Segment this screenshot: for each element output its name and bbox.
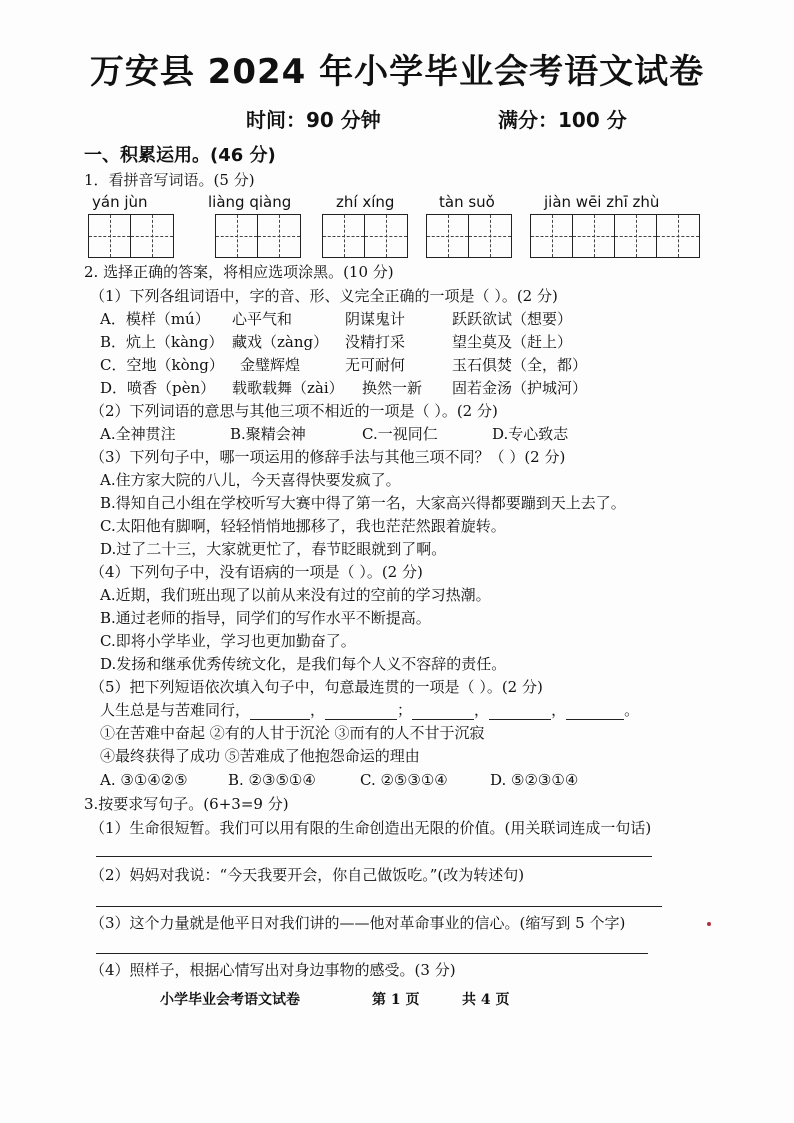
answer-blank[interactable] [325, 703, 397, 720]
q2-5-option-d: D. ⑤②③①④ [490, 771, 579, 789]
q3-3-stem: （3）这个力量就是他平日对我们讲的——他对革命事业的信心。(缩写到 5 个字) [90, 914, 626, 932]
q3-stem: 3.按要求写句子。(6+3=9 分) [84, 795, 289, 813]
q3-2-answer-line[interactable] [96, 906, 662, 907]
q2-3-option-b: B.得知自己小组在学校听写大赛中得了第一名，大家高兴得都要蹦到天上去了。 [100, 494, 626, 512]
tianzige-cell[interactable] [531, 215, 573, 257]
q2-5-sentence: 人生总是与苦难同行， ， ； ， ， 。 [100, 701, 640, 719]
q2-3-stem: （3）下列句子中，哪一项运用的修辞手法与其他三项不同？（ ）(2 分) [90, 448, 566, 466]
q1-stem: 1．看拼音写词语。(5 分) [84, 171, 255, 189]
q1-pinyin-3: zhí xíng [336, 193, 395, 211]
footer-page-number: 第 1 页 [372, 992, 420, 1008]
q2-2-option-a: A.全神贯注 [100, 425, 176, 443]
q2-3-option-a: A.住方家大院的八儿，今天喜得快要发疯了。 [100, 471, 401, 489]
q2-5-stem: （5）把下列短语依次填入句子中，句意最连贯的一项是（ ）。(2 分) [90, 678, 543, 696]
answer-blank[interactable] [489, 703, 551, 720]
q2-1-option-b-word2: 藏戏（zàng） [232, 333, 329, 351]
footer-exam-name: 小学毕业会考语文试卷 [160, 992, 300, 1008]
q2-1-option-c-word3: 无可耐何 [345, 356, 406, 374]
q1-writing-grid-4[interactable] [426, 214, 512, 258]
tianzige-cell[interactable] [427, 215, 469, 257]
tianzige-cell[interactable] [365, 215, 407, 257]
q3-2-stem: （2）妈妈对我说：“今天我要开会，你自己做饭吃。”(改为转述句) [90, 866, 525, 884]
q2-3-option-d: D.过了二十三，大家就更忙了，春节眨眼就到了啊。 [100, 540, 447, 558]
q1-pinyin-1: yán jùn [92, 193, 148, 211]
q3-3-answer-line[interactable] [96, 953, 648, 954]
q2-5-option-a: A. ③①④②⑤ [100, 771, 188, 789]
q2-1-option-a-word1: A．模样（mú） [100, 310, 210, 328]
answer-blank[interactable] [250, 703, 310, 720]
tianzige-cell[interactable] [469, 215, 511, 257]
footer-total-pages: 共 4 页 [462, 992, 510, 1008]
q2-2-option-c: C.一视同仁 [362, 425, 438, 443]
q2-1-option-d-word1: D．喷香（pèn） [100, 379, 216, 397]
q1-writing-grid-1[interactable] [88, 214, 174, 258]
q2-4-option-b: B.通过老师的指导，同学们的写作水平不断提高。 [100, 609, 431, 627]
q2-1-option-c-word2: 金璧辉煌 [240, 356, 301, 374]
q2-1-option-a-word2: 心平气和 [232, 310, 293, 328]
q2-4-option-d: D.发扬和继承优秀传统文化，是我们每个人义不容辞的责任。 [100, 655, 507, 673]
q2-1-option-a-word3: 阴谋鬼计 [345, 310, 406, 328]
q2-5-phrases-row2: ④最终获得了成功 ⑤苦难成了他抱怨命运的理由 [100, 747, 420, 765]
tianzige-cell[interactable] [216, 215, 258, 257]
section-1-heading: 一、积累运用。(46 分) [84, 145, 276, 166]
ink-speck [707, 922, 711, 926]
q1-pinyin-4: tàn suǒ [439, 193, 495, 211]
q2-1-option-c-word1: C．空地（kòng） [100, 356, 224, 374]
q2-3-option-c: C.太阳他有脚啊，轻轻悄悄地挪移了，我也茫茫然跟着旋转。 [100, 517, 506, 535]
q2-stem: 2. 选择正确的答案，将相应选项涂黑。(10 分) [84, 263, 394, 281]
q1-pinyin-2: liàng qiàng [208, 193, 292, 211]
q1-pinyin-5: jiàn wēi zhī zhù [544, 193, 660, 211]
answer-blank[interactable] [412, 703, 474, 720]
tianzige-cell[interactable] [573, 215, 615, 257]
q2-5-lead-text: 人生总是与苦难同行， [100, 701, 251, 719]
q2-2-option-b: B.聚精会神 [230, 425, 306, 443]
q2-1-option-d-word2: 载歌载舞（zài） [232, 379, 344, 397]
q2-1-option-d-word3: 换然一新 [362, 379, 423, 397]
q2-1-option-c-word4: 玉石俱焚（全，都） [452, 356, 588, 374]
q1-writing-grid-3[interactable] [322, 214, 408, 258]
q2-1-option-b-word3: 没精打采 [345, 333, 406, 351]
q3-1-stem: （1）生命很短暂。我们可以用有限的生命创造出无限的价值。(用关联词连成一句话) [90, 819, 652, 837]
q2-4-stem: （4）下列句子中，没有语病的一项是（ ）。(2 分) [90, 563, 423, 581]
q3-4-stem: （4）照样子，根据心情写出对身边事物的感受。(3 分) [90, 961, 456, 979]
q1-writing-grid-2[interactable] [215, 214, 301, 258]
tianzige-cell[interactable] [615, 215, 657, 257]
q1-writing-grid-5[interactable] [530, 214, 700, 258]
q2-5-phrases-row1: ①在苦难中奋起 ②有的人甘于沉沦 ③而有的人不甘于沉寂 [100, 724, 485, 742]
tianzige-cell[interactable] [323, 215, 365, 257]
tianzige-cell[interactable] [657, 215, 699, 257]
q2-1-option-a-word4: 跃跃欲试（想要） [452, 310, 573, 328]
exam-time: 时间：90 分钟 [246, 108, 381, 132]
q2-1-option-b-word1: B．炕上（kàng） [100, 333, 224, 351]
q2-4-option-c: C.即将小学毕业，学习也更加勤奋了。 [100, 632, 356, 650]
exam-title: 万安县 2024 年小学毕业会考语文试卷 [89, 52, 705, 92]
tianzige-cell[interactable] [89, 215, 131, 257]
q2-2-stem: （2）下列词语的意思与其他三项不相近的一项是（ ）。(2 分) [90, 402, 498, 420]
answer-blank[interactable] [566, 703, 624, 720]
exam-full-score: 满分：100 分 [498, 108, 627, 132]
q2-5-option-c: C. ②⑤③①④ [360, 771, 448, 789]
q2-2-option-d: D.专心致志 [492, 425, 569, 443]
q2-1-option-b-word4: 望尘莫及（赶上） [452, 333, 573, 351]
q2-1-stem: （1）下列各组词语中，字的音、形、义完全正确的一项是（ ）。(2 分) [90, 287, 558, 305]
q2-1-option-d-word4: 固若金汤（护城河） [452, 379, 588, 397]
tianzige-cell[interactable] [258, 215, 300, 257]
q3-1-answer-line[interactable] [96, 856, 652, 857]
q2-5-option-b: B. ②③⑤①④ [228, 771, 316, 789]
q2-4-option-a: A.近期，我们班出现了以前从来没有过的空前的学习热潮。 [100, 586, 491, 604]
tianzige-cell[interactable] [131, 215, 173, 257]
